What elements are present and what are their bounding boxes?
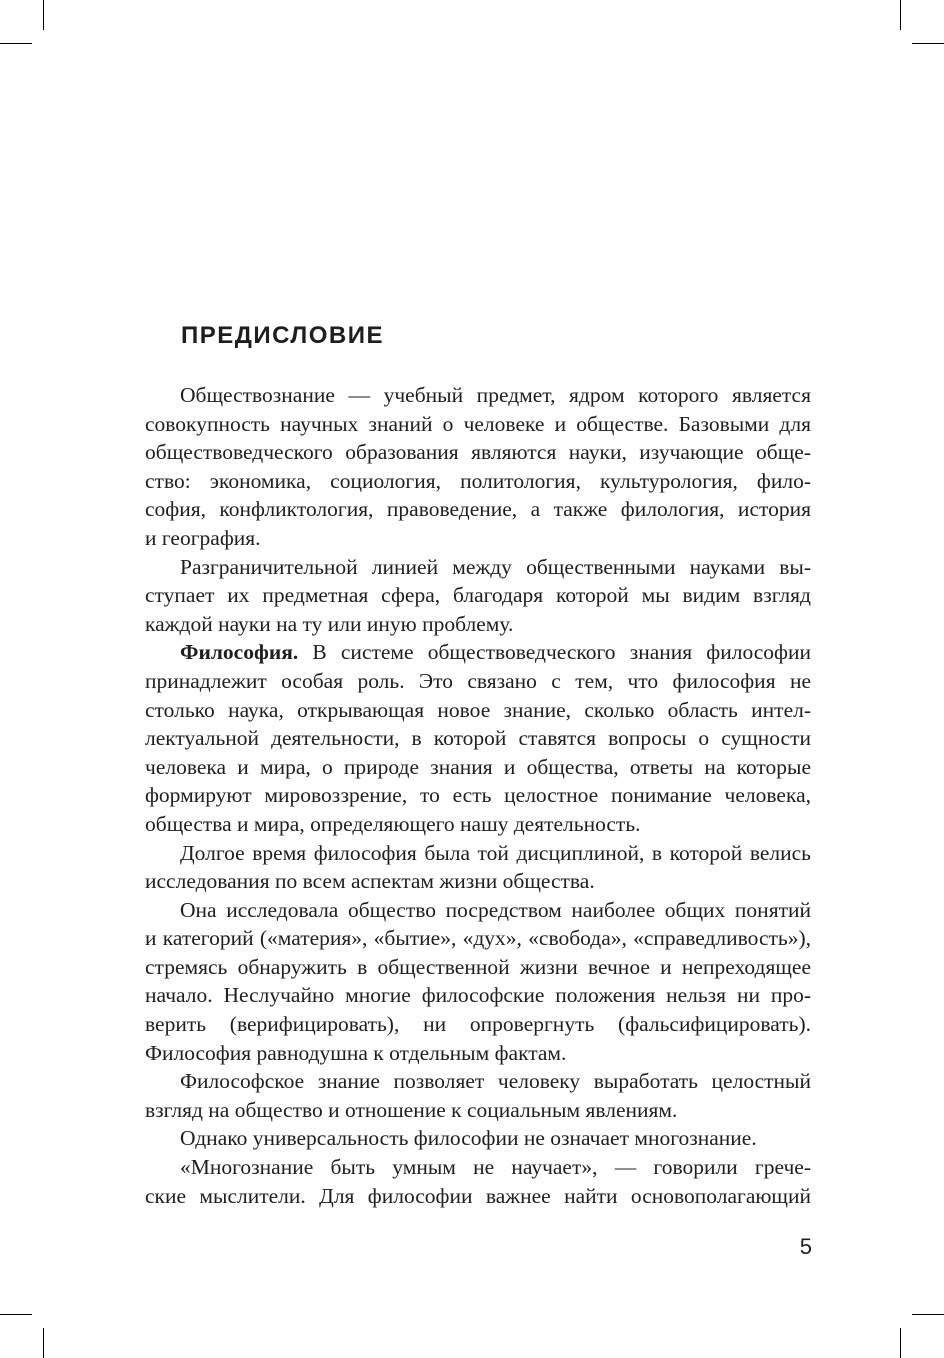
paragraph <box>145 1124 811 1153</box>
text-line: Она исследовала общество посредством наиболее общих понятий <box>180 897 811 922</box>
text-line: человека и мира, о природе знания и общества, ответы на которые <box>145 754 811 779</box>
text-line: Философское знание позволяет человеку выработать целостный <box>180 1069 811 1094</box>
text-line: ские мыслители. Для философии важнее найти основополагающий <box>145 1183 811 1208</box>
text-line: начало. Неслучайно многие философские положения нельзя ни про- <box>145 983 811 1008</box>
crop-mark <box>0 1314 32 1315</box>
text-line: Философия. В системе обществоведческого знания философии <box>180 640 811 665</box>
text-line: столько наука, открывающая новое знание, сколько область интел- <box>145 697 811 722</box>
paragraph <box>145 1153 811 1210</box>
crop-mark <box>43 1328 44 1358</box>
crop-mark <box>900 1328 901 1358</box>
text-line: общества и мира, определяющего нашу деятельность. <box>145 811 641 836</box>
body-text <box>145 381 811 1210</box>
text-line: и география. <box>145 525 261 550</box>
text-line: лектуальной деятельности, в которой ставятся вопросы о сущности <box>145 726 811 751</box>
text-line: верить (верифицировать), ни опровергнуть (фальсифицировать). <box>145 1012 811 1037</box>
paragraph <box>145 638 811 838</box>
paragraph <box>145 896 811 1068</box>
text-line: исследования по всем аспектам жизни общества. <box>145 869 595 894</box>
text-line: формируют мировоззрение, то есть целостное понимание человека, <box>145 783 811 808</box>
text-line: и категорий («материя», «бытие», «дух», «свобода», «справедливость»), <box>145 926 811 951</box>
text-line: ступает их предметная сфера, благодаря которой мы видим взгляд <box>145 583 811 608</box>
text-line: Однако универсальность философии не означает многознание. <box>180 1126 757 1151</box>
text-line: ство: экономика, социология, политология, культурология, фило- <box>145 468 811 493</box>
paragraph <box>145 839 811 896</box>
text-line: стремясь обнаружить в общественной жизни вечное и непреходящее <box>145 954 811 979</box>
crop-mark <box>912 1314 944 1315</box>
crop-mark <box>0 43 32 44</box>
crop-mark <box>900 0 901 30</box>
text-line: софия, конфликтология, правоведение, а также филология, история <box>145 497 811 522</box>
text-line: каждой науки на ту или иную проблему. <box>145 611 514 636</box>
text-line: взгляд на общество и отношение к социальным явлениям. <box>145 1097 678 1122</box>
page-heading: ПРЕДИСЛОВИЕ <box>181 322 384 349</box>
page-number: 5 <box>799 1234 812 1259</box>
text-line: совокупность научных знаний о человеке и обществе. Базовыми для <box>145 411 811 436</box>
text-line: Разграничительной линией между общественными науками вы- <box>180 554 811 579</box>
text-line: «Многознание быть умным не научает», — говорили грече- <box>180 1155 811 1180</box>
paragraph <box>145 1067 811 1124</box>
crop-mark <box>43 0 44 30</box>
paragraph <box>145 553 811 639</box>
paragraph-lead: Философия. <box>180 640 299 665</box>
text-line: Обществознание — учебный предмет, ядром которого является <box>180 383 811 407</box>
paragraph <box>145 381 811 553</box>
text-line: принадлежит особая роль. Это связано с тем, что философия не <box>145 668 811 693</box>
text-line: Философия равнодушна к отдельным фактам. <box>145 1040 567 1065</box>
text-line: Долгое время философия была той дисциплиной, в которой велись <box>180 840 811 865</box>
text-line: обществоведческого образования являются науки, изучающие обще- <box>145 440 811 465</box>
crop-mark <box>912 43 944 44</box>
